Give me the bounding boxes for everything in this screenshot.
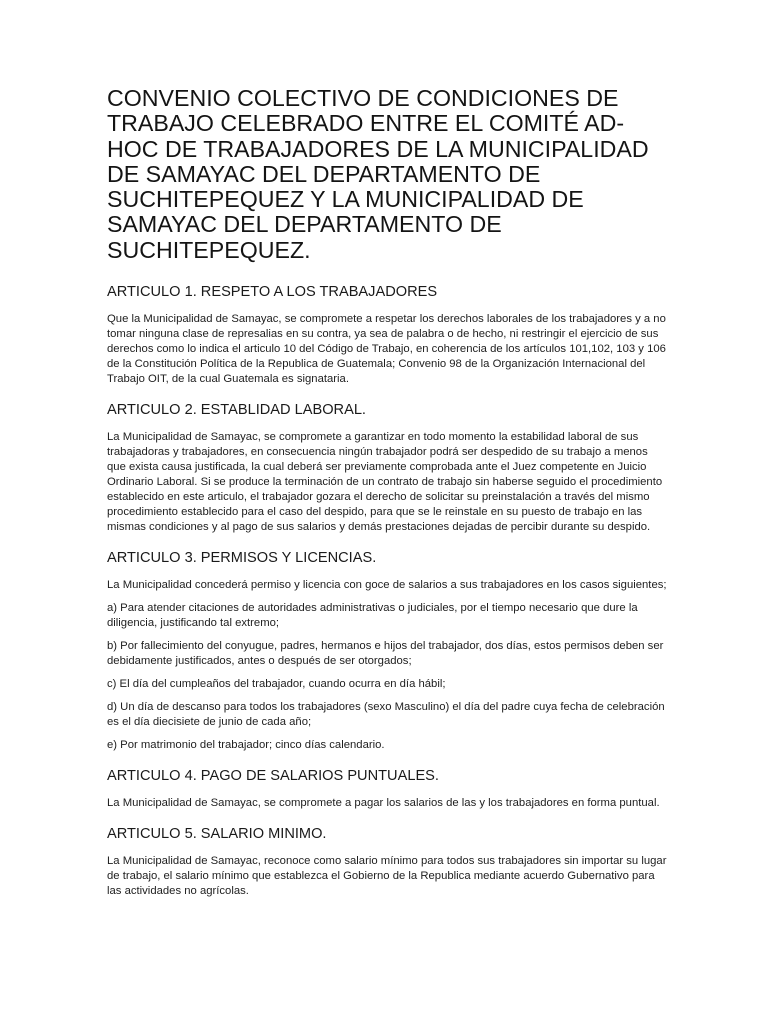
article-heading: ARTICULO 5. SALARIO MINIMO. [107,826,327,843]
article-2 [107,401,669,535]
article-1 [107,283,669,387]
article-paragraph: La Municipalidad de Samayac, reconoce como salario mínimo para todos sus trabajadores sin importar su lugar de trabajo, el salario mínimo que establezca el Gobierno de la Republica mediante acuerdo Gubernativo para las actividades no agrícolas. [107,855,667,898]
article-heading: ARTICULO 2. ESTABLIDAD LABORAL. [107,402,366,419]
article-list-item: a) Para atender citaciones de autoridades administrativas o judiciales, por el tiempo necesario que dure la diligencia, justificando tal extremo; [107,602,638,630]
article-list-item: e) Por matrimonio del trabajador; cinco días calendario. [107,739,385,752]
article-paragraph: La Municipalidad de Samayac, se compromete a garantizar en todo momento la estabilidad laboral de sus trabajadoras y trabajadores, en consecuencia ningún trabajador podrá ser despedido de su trabajo a menos que exista causa justificada, la cual deberá ser previamente comprobada ante el Juez competente en Juicio Ordinario Laboral. Si se produce la terminación de un contrato de trabajo sin haberse seguido el procedimiento establecido en este articulo, el trabajador gozara el derecho de solicitar su preinstalación a través del mismo procedimiento establecido para el caso del despido, para que se le reinstale en su puesto de trabajo en las mismas condiciones y al pago de sus salarios y demás prestaciones dejadas de percibir durante su despido. [107,431,663,534]
article-4 [107,767,669,811]
document-title: CONVENIO COLECTIVO DE CONDICIONES DE TRABAJO CELEBRADO ENTRE EL COMITÉ AD-HOC DE TRABAJADORES DE LA MUNICIPALIDAD DE SAMAYAC DEL DEPARTAMENTO DE SUCHITEPEQUEZ Y LA MUNICIPALIDAD DE SAMAYAC DEL DEPARTAMENTO DE SUCHITEPEQUEZ. [107,85,649,263]
article-3 [107,549,669,753]
article-heading: ARTICULO 4. PAGO DE SALARIOS PUNTUALES. [107,768,439,785]
article-heading: ARTICULO 3. PERMISOS Y LICENCIAS. [107,550,377,567]
article-list-item: d) Un día de descanso para todos los trabajadores (sexo Masculino) el día del padre cuya fecha de celebración es el día diecisiete de junio de cada año; [107,701,665,729]
article-list-item: b) Por fallecimiento del conyugue, padres, hermanos e hijos del trabajador, dos días, estos permisos deben ser debidamente justificados, antes o después de ser otorgados; [107,640,664,668]
article-5 [107,825,669,899]
document-page [107,86,669,913]
article-heading: ARTICULO 1. RESPETO A LOS TRABAJADORES [107,284,438,301]
article-paragraph: La Municipalidad de Samayac, se compromete a pagar los salarios de las y los trabajadores en forma puntual. [107,797,660,810]
article-paragraph: Que la Municipalidad de Samayac, se compromete a respetar los derechos laborales de los trabajadores y a no tomar ninguna clase de represalias en su contra, ya sea de palabra o de hecho, ni restringir el ejercicio de sus derechos como lo indica el articulo 10 del Código de Trabajo, en coherencia de los artículos 101,102, 103 y 106 de la Constitución Política de la Republica de Guatemala; Convenio 98 de la Organización Internacional del Trabajo OIT, de la cual Guatemala es signataria. [107,313,666,386]
article-paragraph: La Municipalidad concederá permiso y licencia con goce de salarios a sus trabajadores en los casos siguientes; [107,579,667,592]
article-list-item: c) El día del cumpleaños del trabajador, cuando ocurra en día hábil; [107,678,446,691]
